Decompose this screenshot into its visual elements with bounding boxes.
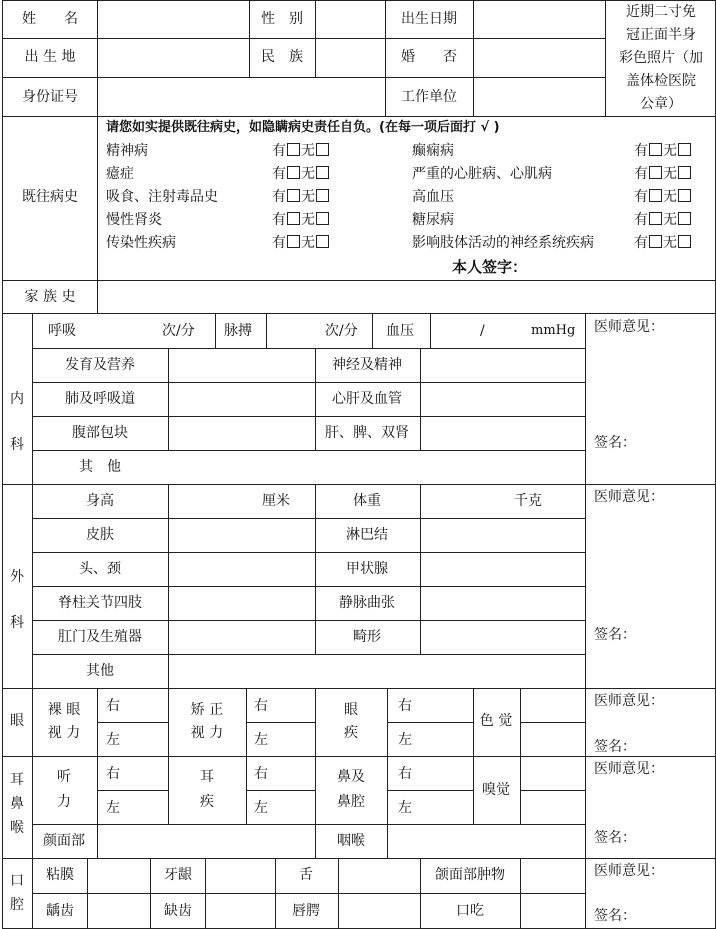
yes-checkbox[interactable]: [649, 189, 662, 202]
surgery-section-label: 外科: [10, 569, 24, 631]
no-checkbox[interactable]: [678, 189, 691, 202]
ethnicity-field[interactable]: [318, 42, 382, 72]
yes-checkbox[interactable]: [287, 235, 300, 248]
no-checkbox[interactable]: [678, 235, 691, 248]
lips-label: 唇腭: [292, 903, 320, 919]
doctor-sign-label: 签名：: [594, 908, 636, 924]
exam-item-label: 头、颈: [79, 561, 121, 577]
marital-label: 婚 否: [401, 49, 457, 65]
right-eye-label: 右: [398, 698, 412, 714]
history-item: 精神病: [106, 143, 148, 159]
yes-checkbox[interactable]: [287, 189, 300, 202]
ear-disease-label: 耳: [200, 769, 214, 785]
doctor-opinion-label: 医师意见：: [594, 863, 664, 879]
doctor-opinion-label: 医师意见：: [594, 693, 664, 709]
left-eye-label: 左: [254, 732, 268, 748]
left-label: 左: [398, 800, 412, 816]
exam-item-label: 肺及呼吸道: [65, 391, 135, 407]
no-checkbox[interactable]: [678, 166, 691, 179]
history-item: 影响肢体活动的神经系统疾病: [412, 235, 594, 251]
doctor-opinion-label: 医师意见：: [594, 761, 664, 777]
yes-checkbox[interactable]: [649, 166, 662, 179]
name-label: 姓 名: [22, 11, 78, 27]
doctor-opinion-label: 医师意见：: [594, 319, 664, 335]
exam-item-label: 畸形: [353, 629, 381, 645]
eye-disease-label: 眼: [344, 702, 358, 718]
history-item: 高血压: [412, 189, 454, 205]
stutter-label: 口吃: [456, 903, 484, 919]
exam-item-label: 肛门及生殖器: [58, 629, 142, 645]
hearing-label: 听: [57, 769, 71, 785]
ear-disease-label: 疾: [200, 794, 214, 810]
bp-label: 血压: [386, 323, 414, 339]
photo-note-line: 彩色照片（加: [619, 50, 703, 66]
yes-no-choice[interactable]: 有 无: [634, 165, 692, 183]
naked-vision-label: 视 力: [47, 725, 81, 741]
history-item: 严重的心脏病、心肌病: [412, 166, 552, 182]
nose-label: 鼻腔: [337, 794, 365, 810]
doctor-sign-label: 签名：: [594, 739, 636, 755]
bp-slash: /: [480, 323, 485, 339]
yes-no-choice[interactable]: 有 无: [272, 234, 330, 252]
photo-note-line: 冠正面半身: [626, 27, 696, 43]
marital-field[interactable]: [476, 42, 602, 72]
tongue-label: 舌: [299, 867, 313, 883]
exam-item-label: 神经及精神: [332, 357, 402, 373]
mucosa-label: 粘膜: [46, 867, 74, 883]
yes-no-choice[interactable]: 有 无: [272, 211, 330, 229]
nose-label: 鼻及: [337, 769, 365, 785]
family-history-label: 家 族 史: [24, 289, 76, 305]
yes-checkbox[interactable]: [649, 235, 662, 248]
height-label: 身高: [86, 493, 114, 509]
no-checkbox[interactable]: [316, 189, 329, 202]
left-label: 左: [254, 800, 268, 816]
exam-item-label: 肝、脾、双肾: [325, 425, 409, 441]
yes-no-choice[interactable]: 有 无: [272, 142, 330, 160]
exam-item-label: 其他: [86, 663, 114, 679]
doctor-sign-label: 签名：: [594, 830, 636, 846]
history-item: 传染性疾病: [106, 235, 176, 251]
corrected-vision-label: 视 力: [190, 725, 224, 741]
exam-item-label: 脊柱关节四肢: [58, 595, 142, 611]
birthdate-field[interactable]: [476, 4, 602, 34]
exam-item-label: 发育及营养: [65, 357, 135, 373]
throat-label: 咽喉: [337, 833, 365, 849]
no-checkbox[interactable]: [678, 212, 691, 225]
history-label: 既往病史: [22, 189, 78, 205]
breath-unit: 次/分: [162, 323, 195, 339]
yes-checkbox[interactable]: [649, 212, 662, 225]
color-sense-label: 色 觉: [479, 713, 513, 729]
weight-label: 体重: [353, 493, 381, 509]
weight-unit: 千克: [514, 493, 542, 509]
caries-label: 龋齿: [46, 903, 74, 919]
gender-field[interactable]: [318, 4, 382, 34]
yes-no-choice[interactable]: 有 无: [634, 188, 692, 206]
jaw-tumor-label: 颌面部肿物: [435, 867, 505, 883]
yes-checkbox[interactable]: [287, 143, 300, 156]
no-checkbox[interactable]: [316, 235, 329, 248]
family-history-field[interactable]: [100, 284, 712, 310]
bp-unit: mmHg: [531, 323, 576, 338]
oral-section-label: 口腔: [10, 873, 24, 913]
no-checkbox[interactable]: [316, 212, 329, 225]
yes-checkbox[interactable]: [287, 166, 300, 179]
internal-section-label: 内科: [10, 391, 24, 453]
yes-no-choice[interactable]: 有 无: [272, 188, 330, 206]
id-field[interactable]: [100, 82, 382, 112]
photo-note-line: 公章）: [640, 96, 682, 112]
history-item: 吸食、注射毒品史: [106, 189, 218, 205]
no-checkbox[interactable]: [316, 143, 329, 156]
photo-placeholder[interactable]: [606, 1, 715, 115]
exam-item-label: 其 他: [79, 459, 121, 475]
gums-label: 牙龈: [164, 867, 192, 883]
left-label: 左: [106, 800, 120, 816]
no-checkbox[interactable]: [678, 143, 691, 156]
id-label: 身份证号: [22, 89, 78, 105]
yes-no-choice[interactable]: 有 无: [634, 142, 692, 160]
birthplace-label: 出 生 地: [24, 49, 76, 65]
photo-note-line: 近期二寸免: [626, 4, 696, 20]
birthplace-field[interactable]: [100, 42, 246, 72]
right-label: 右: [106, 766, 120, 782]
photo-note-line: 盖体检医院: [626, 73, 696, 89]
name-field[interactable]: [100, 4, 246, 34]
hearing-label: 力: [57, 794, 71, 810]
height-unit: 厘米: [262, 493, 290, 509]
history-item: 癔症: [106, 166, 134, 182]
history-item: 糖尿病: [412, 212, 454, 228]
right-eye-label: 右: [106, 698, 120, 714]
left-eye-label: 左: [106, 732, 120, 748]
history-item: 慢性肾炎: [106, 212, 162, 228]
smell-label: 嗅觉: [482, 782, 510, 798]
breath-label: 呼吸: [48, 323, 76, 339]
birthdate-label: 出生日期: [401, 11, 457, 27]
pulse-label: 脉搏: [224, 323, 252, 339]
left-eye-label: 左: [398, 732, 412, 748]
ethnicity-label: 民 族: [261, 49, 303, 65]
employer-field[interactable]: [476, 82, 602, 112]
right-eye-label: 右: [254, 698, 268, 714]
exam-item-label: 皮肤: [86, 527, 114, 543]
face-label: 颜面部: [43, 833, 85, 849]
exam-item-label: 腹部包块: [72, 425, 128, 441]
yes-checkbox[interactable]: [649, 143, 662, 156]
corrected-vision-label: 矫 正: [190, 702, 224, 718]
history-instruction: 请您如实提供既往病史，如隐瞒病史责任自负。(在每一项后面打 √ ): [106, 120, 500, 135]
doctor-sign-label: 签名：: [594, 435, 636, 451]
ent-section-label: 耳鼻喉: [10, 772, 24, 836]
exam-item-label: 静脉曲张: [339, 595, 395, 611]
naked-vision-label: 裸 眼: [47, 702, 81, 718]
missing-teeth-label: 缺齿: [164, 903, 192, 919]
doctor-sign-label: 签名：: [594, 627, 636, 643]
exam-item-label: 甲状腺: [346, 561, 388, 577]
employer-label: 工作单位: [401, 89, 457, 105]
pulse-unit: 次/分: [325, 323, 358, 339]
yes-no-choice[interactable]: 有 无: [634, 234, 692, 252]
doctor-opinion-label: 医师意见：: [594, 489, 664, 505]
gender-label: 性 别: [261, 11, 303, 27]
yes-no-choice[interactable]: 有 无: [272, 165, 330, 183]
eye-disease-label: 疾: [344, 725, 358, 741]
yes-checkbox[interactable]: [287, 212, 300, 225]
self-signature-label: 本人签字：: [452, 258, 528, 276]
exam-item-label: 心肝及血管: [332, 391, 402, 407]
eye-section-label: 眼: [10, 713, 24, 729]
exam-item-label: 淋巴结: [346, 527, 388, 543]
history-item: 癫痫病: [412, 143, 454, 159]
no-checkbox[interactable]: [316, 166, 329, 179]
right-label: 右: [398, 766, 412, 782]
yes-no-choice[interactable]: 有 无: [634, 211, 692, 229]
right-label: 右: [254, 766, 268, 782]
